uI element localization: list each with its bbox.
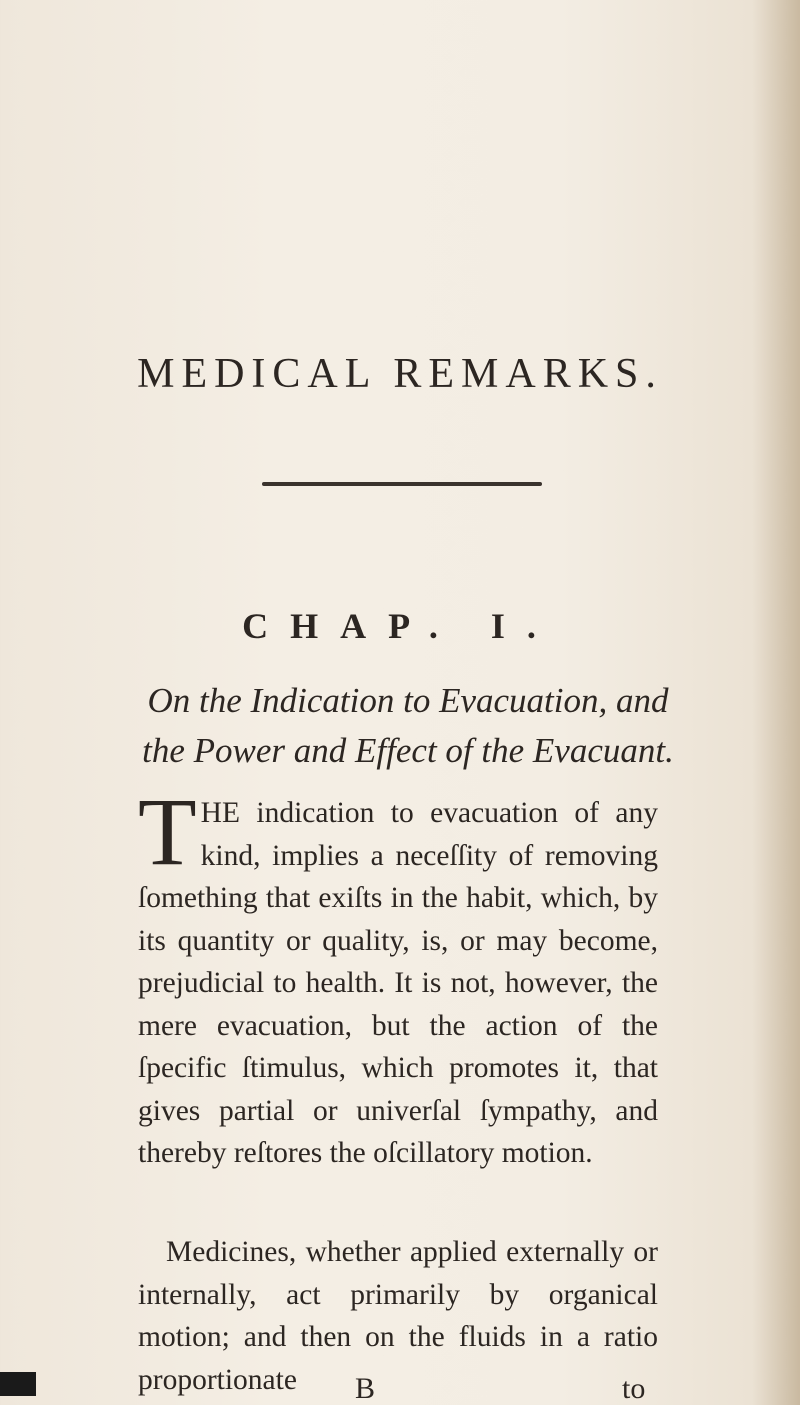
- paragraph-2: [138, 1231, 658, 1401]
- paragraph-2-text: Medicines, whether applied externally or internally, act primarily by organical motion; and then on the fluids in a ratio proportionate: [138, 1236, 658, 1396]
- catchword: to: [622, 1372, 646, 1405]
- running-header: MEDICAL REMARKS.: [137, 351, 663, 397]
- chapter-subtitle: On the Indication to Evacuation, and the Power and Effect of the Evacuant.: [142, 681, 674, 770]
- chapter-heading: CHAP. I.: [242, 606, 558, 646]
- paragraph-1-text: HE indication to evacuation of any kind, implies a neceſſity of removing ſomething that exiſts in the habit, which, by its quantity or quality, is, or may become, prejudicial to health. It is not, however, the mere evacuation, but the action of the ſpecific ſtimulus, which promotes it, that gives partial or univerſal ſympathy, and thereby reſtores the oſcillatory motion.: [138, 797, 658, 1169]
- paragraph-1: [138, 778, 658, 1175]
- header-rule: [262, 482, 542, 486]
- drop-cap: T: [138, 778, 197, 885]
- signature-mark: B: [355, 1372, 376, 1405]
- scan-edge-mark: [0, 1372, 36, 1396]
